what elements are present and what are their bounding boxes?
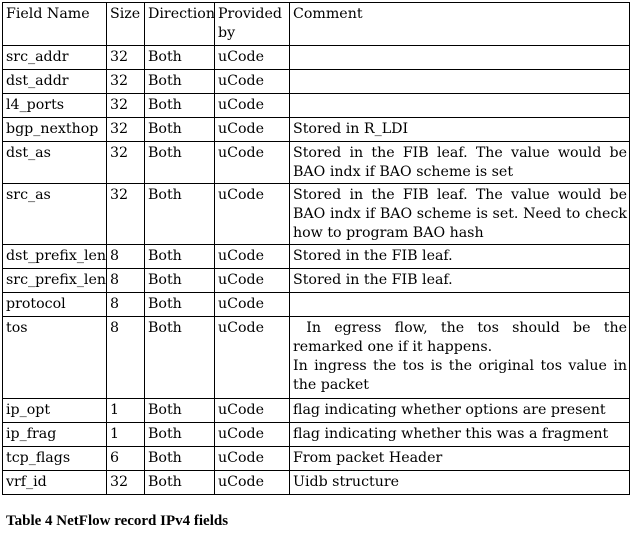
cell-field-name: l4_ports xyxy=(3,94,107,118)
cell-direction: Both xyxy=(145,269,215,293)
cell-comment: From packet Header xyxy=(290,447,630,471)
cell-comment xyxy=(290,293,630,317)
header-direction: Direction xyxy=(145,3,215,46)
table-row xyxy=(3,184,630,245)
table-caption: Table 4 NetFlow record IPv4 fields xyxy=(6,513,229,529)
cell-field-name: ip_frag xyxy=(3,423,107,447)
cell-provided-by: uCode xyxy=(215,447,290,471)
cell-comment: Stored in the FIB leaf. xyxy=(290,269,630,293)
cell-field-name: dst_as xyxy=(3,142,107,184)
cell-direction: Both xyxy=(145,46,215,70)
cell-comment: Stored in the FIB leaf. xyxy=(290,245,630,269)
cell-size: 1 xyxy=(107,399,145,423)
cell-size: 32 xyxy=(107,471,145,495)
table-row xyxy=(3,46,630,70)
cell-field-name: vrf_id xyxy=(3,471,107,495)
comment-line: In egress flow, the tos should be the remarked one if it happens. xyxy=(293,320,632,355)
header-provided-by: Provided by xyxy=(215,3,290,46)
cell-provided-by: uCode xyxy=(215,46,290,70)
table-row xyxy=(3,423,630,447)
cell-field-name: tcp_flags xyxy=(3,447,107,471)
table-row xyxy=(3,471,630,495)
cell-field-name: src_as xyxy=(3,184,107,245)
cell-comment xyxy=(290,70,630,94)
cell-size: 1 xyxy=(107,423,145,447)
table-body xyxy=(3,3,630,495)
table-row xyxy=(3,94,630,118)
cell-comment: Uidb structure xyxy=(290,471,630,495)
cell-size: 32 xyxy=(107,46,145,70)
cell-size: 8 xyxy=(107,293,145,317)
table-row xyxy=(3,317,630,399)
cell-provided-by: uCode xyxy=(215,184,290,245)
cell-field-name: tos xyxy=(3,317,107,399)
cell-provided-by: uCode xyxy=(215,423,290,447)
cell-size: 6 xyxy=(107,447,145,471)
cell-size: 8 xyxy=(107,245,145,269)
table-row xyxy=(3,399,630,423)
cell-provided-by: uCode xyxy=(215,245,290,269)
cell-provided-by: uCode xyxy=(215,70,290,94)
cell-size: 8 xyxy=(107,317,145,399)
cell-comment: flag indicating whether this was a fragment xyxy=(290,423,630,447)
comment-line: In ingress the tos is the original tos value in the packet xyxy=(293,358,632,393)
header-comment: Comment xyxy=(290,3,630,46)
cell-direction: Both xyxy=(145,423,215,447)
table-row xyxy=(3,447,630,471)
cell-size: 32 xyxy=(107,118,145,142)
cell-provided-by: uCode xyxy=(215,293,290,317)
cell-direction: Both xyxy=(145,399,215,423)
cell-size: 32 xyxy=(107,142,145,184)
cell-direction: Both xyxy=(145,70,215,94)
document-page xyxy=(2,2,632,529)
cell-size: 32 xyxy=(107,184,145,245)
cell-size: 32 xyxy=(107,70,145,94)
cell-direction: Both xyxy=(145,118,215,142)
cell-provided-by: uCode xyxy=(215,118,290,142)
cell-direction: Both xyxy=(145,142,215,184)
table-row xyxy=(3,142,630,184)
cell-comment: Stored in the FIB leaf. The value would be BAO indx if BAO scheme is set. Need to check how to program BAO hash xyxy=(290,184,630,245)
table-row xyxy=(3,118,630,142)
cell-provided-by: uCode xyxy=(215,317,290,399)
cell-field-name: src_addr xyxy=(3,46,107,70)
table-row xyxy=(3,269,630,293)
cell-comment xyxy=(290,317,630,399)
table-row xyxy=(3,293,630,317)
table-header-row xyxy=(3,3,630,46)
cell-provided-by: uCode xyxy=(215,471,290,495)
cell-direction: Both xyxy=(145,245,215,269)
cell-comment xyxy=(290,46,630,70)
cell-provided-by: uCode xyxy=(215,94,290,118)
cell-direction: Both xyxy=(145,184,215,245)
cell-comment: Stored in the FIB leaf. The value would be BAO indx if BAO scheme is set xyxy=(290,142,630,184)
cell-provided-by: uCode xyxy=(215,269,290,293)
cell-field-name: dst_addr xyxy=(3,70,107,94)
cell-field-name: ip_opt xyxy=(3,399,107,423)
cell-field-name: protocol xyxy=(3,293,107,317)
cell-direction: Both xyxy=(145,94,215,118)
cell-field-name: src_prefix_len xyxy=(3,269,107,293)
cell-direction: Both xyxy=(145,471,215,495)
cell-direction: Both xyxy=(145,317,215,399)
header-size: Size xyxy=(107,3,145,46)
cell-direction: Both xyxy=(145,447,215,471)
cell-comment xyxy=(290,94,630,118)
cell-field-name: dst_prefix_len xyxy=(3,245,107,269)
cell-provided-by: uCode xyxy=(215,399,290,423)
cell-size: 32 xyxy=(107,94,145,118)
cell-direction: Both xyxy=(145,293,215,317)
table-row xyxy=(3,70,630,94)
cell-provided-by: uCode xyxy=(215,142,290,184)
cell-comment: flag indicating whether options are present xyxy=(290,399,630,423)
cell-size: 8 xyxy=(107,269,145,293)
cell-field-name: bgp_nexthop xyxy=(3,118,107,142)
header-field-name: Field Name xyxy=(3,3,107,46)
table-row xyxy=(3,245,630,269)
cell-comment: Stored in R_LDI xyxy=(290,118,630,142)
netflow-fields-table xyxy=(2,2,630,495)
